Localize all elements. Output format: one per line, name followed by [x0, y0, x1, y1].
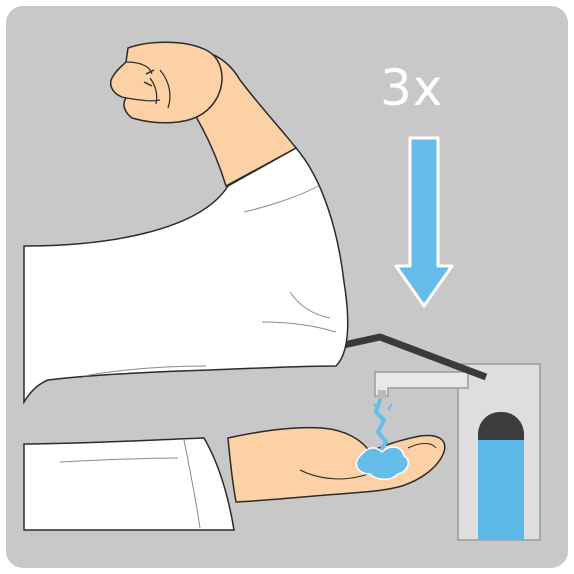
repeat-count-label: 3x: [380, 59, 444, 117]
lower-sleeve: [24, 438, 234, 530]
